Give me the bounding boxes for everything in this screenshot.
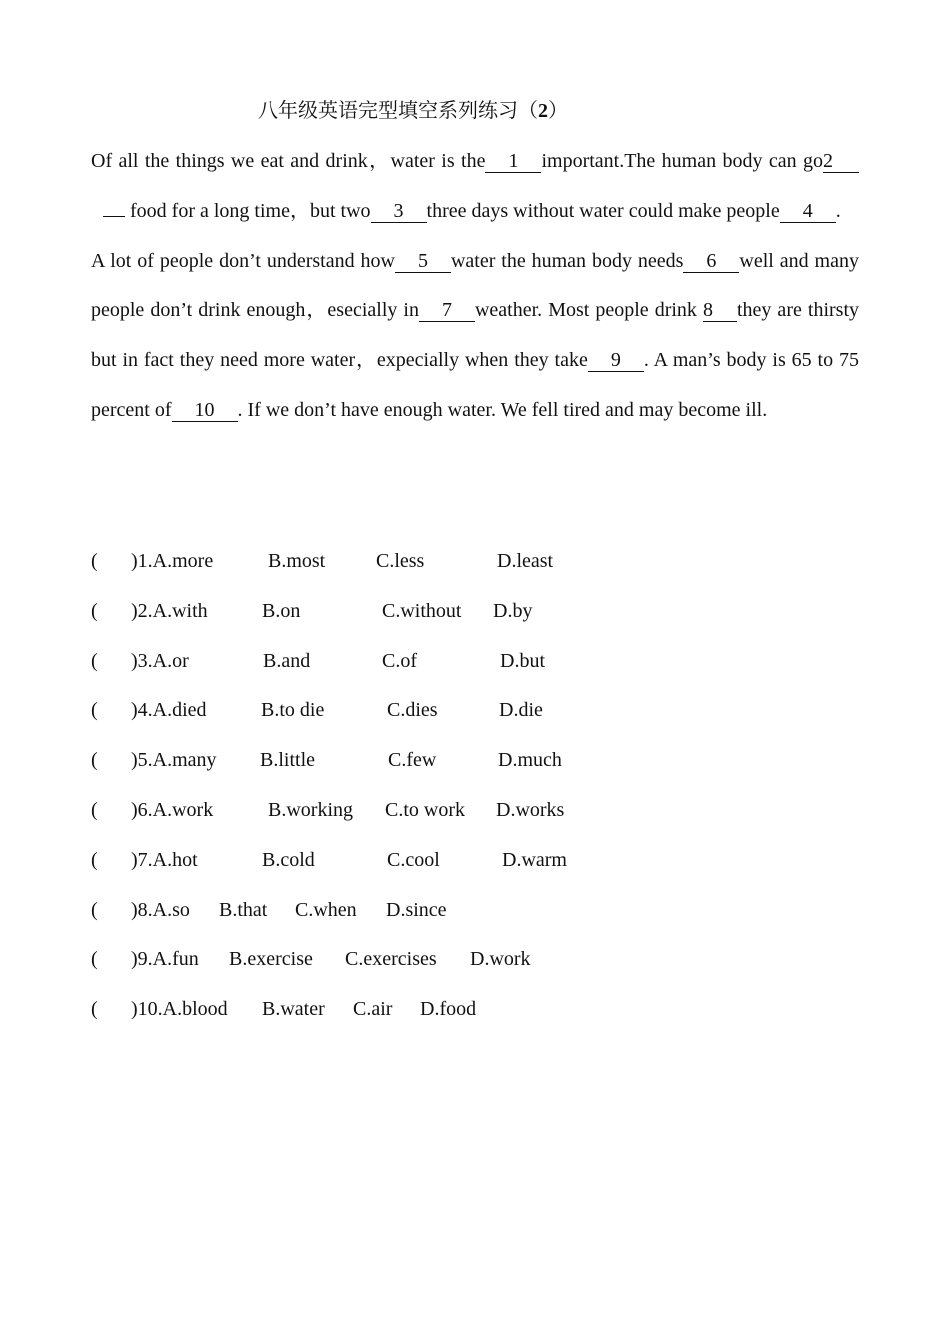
blank-6: 6	[683, 250, 739, 273]
passage-text: .	[835, 199, 841, 222]
question-stem: )1.A.more	[131, 550, 214, 572]
cloze-passage	[91, 137, 859, 436]
option-d: D.food	[420, 998, 477, 1021]
passage-text: food for a long time，but two	[125, 199, 371, 222]
option-d: D.by	[493, 599, 533, 622]
question-stem: )2.A.with	[131, 599, 208, 622]
answer-paren: (	[91, 749, 98, 772]
option-b: B.water	[262, 998, 325, 1021]
blank-2-tail	[103, 216, 125, 217]
option-b: B.cold	[262, 848, 315, 871]
blank-5: 5	[395, 250, 451, 273]
question-stem: )8.A.so	[131, 898, 190, 921]
passage-text: water the human body needs	[450, 249, 684, 272]
option-d: D.since	[386, 898, 447, 921]
blank-2: 2	[823, 150, 859, 173]
passage-text: they are thirsty but in fact they need more water，expecially when they take	[91, 299, 859, 372]
question-stem: )6.A.work	[131, 798, 214, 821]
blank-4: 4	[780, 200, 836, 223]
answer-paren: (	[91, 848, 98, 871]
answer-paren: (	[91, 798, 98, 821]
passage-text: . A man’s body is 65 to 75 percent of	[91, 349, 859, 421]
passage-text: well and many people don’t drink enough，esecially in	[91, 249, 859, 322]
option-d: D.least	[497, 550, 554, 572]
option-b: B.that	[219, 898, 268, 921]
answer-paren: (	[91, 948, 98, 971]
option-c: C.when	[295, 898, 357, 921]
passage-text: Of all the things we eat and drink，water is the	[91, 150, 486, 172]
answer-paren: (	[91, 998, 98, 1021]
passage-paragraph-2	[91, 237, 859, 436]
question-stem: )3.A.or	[131, 649, 189, 672]
answer-paren: (	[91, 599, 98, 622]
option-b: B.most	[268, 550, 326, 572]
passage-text: weather. Most people drink	[474, 299, 703, 322]
title-close: ）	[548, 100, 568, 122]
option-c: C.air	[353, 998, 393, 1021]
answer-paren: (	[91, 550, 98, 572]
title-text: 八年级英语完型填空系列练习（	[258, 100, 538, 122]
blank-8: 8	[703, 299, 737, 322]
option-b: B.to die	[261, 699, 325, 722]
question-stem: )5.A.many	[131, 749, 217, 772]
option-b: B.working	[268, 798, 353, 821]
option-c: C.dies	[387, 699, 438, 722]
passage-text: A lot of people don’t understand how	[91, 249, 395, 272]
option-b: B.exercise	[229, 948, 313, 971]
option-c: C.less	[376, 550, 425, 572]
option-d: D.works	[496, 798, 565, 821]
option-d: D.die	[499, 699, 543, 722]
option-c: C.without	[382, 599, 462, 622]
answer-paren: (	[91, 699, 98, 722]
answer-paren: (	[91, 898, 98, 921]
option-c: C.cool	[387, 848, 440, 871]
option-d: D.but	[500, 649, 545, 672]
option-d: D.warm	[502, 848, 567, 871]
option-c: C.few	[388, 749, 437, 772]
option-d: D.work	[470, 948, 531, 971]
blank-9: 9	[588, 349, 644, 372]
answer-paren: (	[91, 649, 98, 672]
blank-1: 1	[485, 150, 541, 173]
option-b: B.and	[263, 649, 311, 672]
question-stem: )7.A.hot	[131, 848, 198, 871]
blank-10: 10	[172, 399, 238, 422]
page-title	[258, 96, 568, 126]
option-c: C.of	[382, 649, 417, 672]
option-b: B.little	[260, 749, 315, 772]
passage-paragraph-1	[91, 137, 859, 237]
question-stem: )9.A.fun	[131, 948, 199, 971]
option-c: C.to work	[385, 798, 465, 821]
blank-7: 7	[419, 299, 475, 322]
option-d: D.much	[498, 749, 562, 772]
question-stem: )10.A.blood	[131, 998, 228, 1021]
title-number: 2	[538, 100, 548, 122]
passage-text: three days without water could make people	[426, 199, 780, 222]
question-stem: )4.A.died	[131, 699, 207, 722]
option-c: C.exercises	[345, 948, 437, 971]
passage-text: . If we don’t have enough water. We fell tired and may become ill.	[237, 398, 768, 421]
passage-text: important.The human body can go	[541, 150, 823, 172]
option-b: B.on	[262, 599, 301, 622]
blank-3: 3	[371, 200, 427, 223]
